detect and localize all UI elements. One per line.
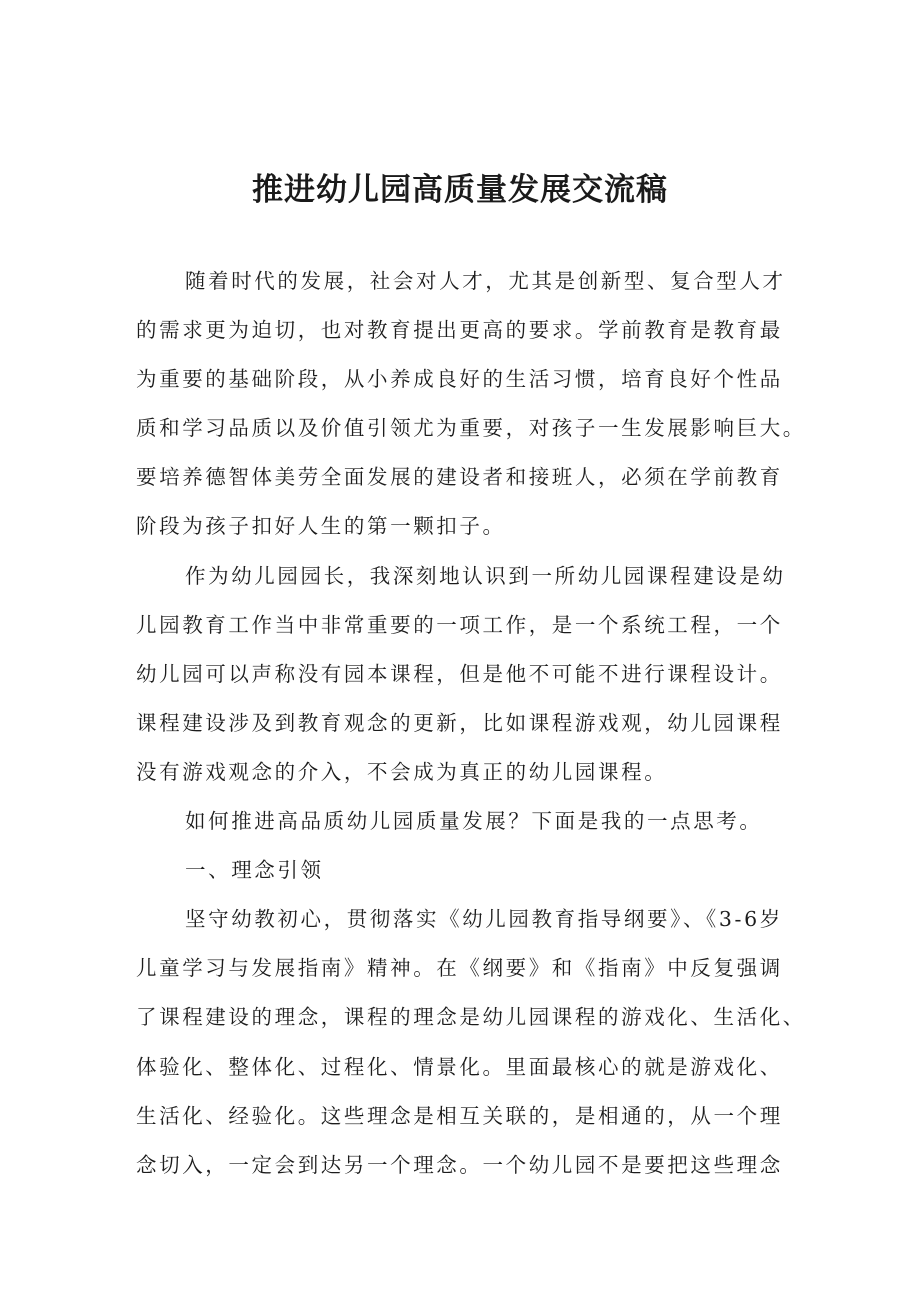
- paragraph-line: 了课程建设的理念，课程的理念是幼儿园课程的游戏化、生活化、: [136, 1005, 806, 1030]
- paragraph-line: 为重要的基础阶段，从小养成良好的生活习惯，培育良好个性品: [136, 367, 783, 392]
- paragraph-line: 的需求更为迫切，也对教育提出更高的要求。学前教育是教育最: [136, 318, 783, 343]
- paragraph-line: 念切入，一定会到达另一个理念。一个幼儿园不是要把这些理念: [136, 1152, 783, 1177]
- paragraph-line: 阶段为孩子扣好人生的第一颗扣子。: [136, 514, 506, 539]
- paragraph-line: 儿童学习与发展指南》精神。在《纲要》和《指南》中反复强调: [136, 956, 783, 981]
- document-body: [136, 262, 826, 1195]
- paragraph-line: 质和学习品质以及价值引领尤为重要，对孩子一生发展影响巨大。: [136, 416, 806, 441]
- paragraph-line: 如何推进高品质幼儿园质量发展？下面是我的一点思考。: [185, 809, 763, 834]
- paragraph-line: 没有游戏观念的介入，不会成为真正的幼儿园课程。: [136, 759, 668, 784]
- section-heading: 一、理念引领: [185, 858, 324, 883]
- paragraph-line: 随着时代的发展，社会对人才，尤其是创新型、复合型人才: [185, 269, 786, 293]
- paragraph-line: 作为幼儿园园长，我深刻地认识到一所幼儿园课程建设是幼: [185, 563, 786, 588]
- paragraph-line: 要培养德智体美劳全面发展的建设者和接班人，必须在学前教育: [136, 465, 783, 490]
- document-title: 推进幼儿园高质量发展交流稿: [252, 172, 668, 208]
- paragraph-line: 课程建设涉及到教育观念的更新，比如课程游戏观，幼儿园课程: [136, 710, 783, 735]
- paragraph-line: 坚守幼教初心，贯彻落实《幼儿园教育指导纲要》、《3-6岁: [185, 907, 783, 932]
- paragraph-line: 儿园教育工作当中非常重要的一项工作，是一个系统工程，一个: [136, 612, 783, 637]
- paragraph-line: 体验化、整体化、过程化、情景化。里面最核心的就是游戏化、: [136, 1054, 783, 1079]
- paragraph-line: 幼儿园可以声称没有园本课程，但是他不可能不进行课程设计。: [136, 661, 783, 686]
- paragraph-line: 生活化、经验化。这些理念是相互关联的，是相通的，从一个理: [136, 1103, 783, 1128]
